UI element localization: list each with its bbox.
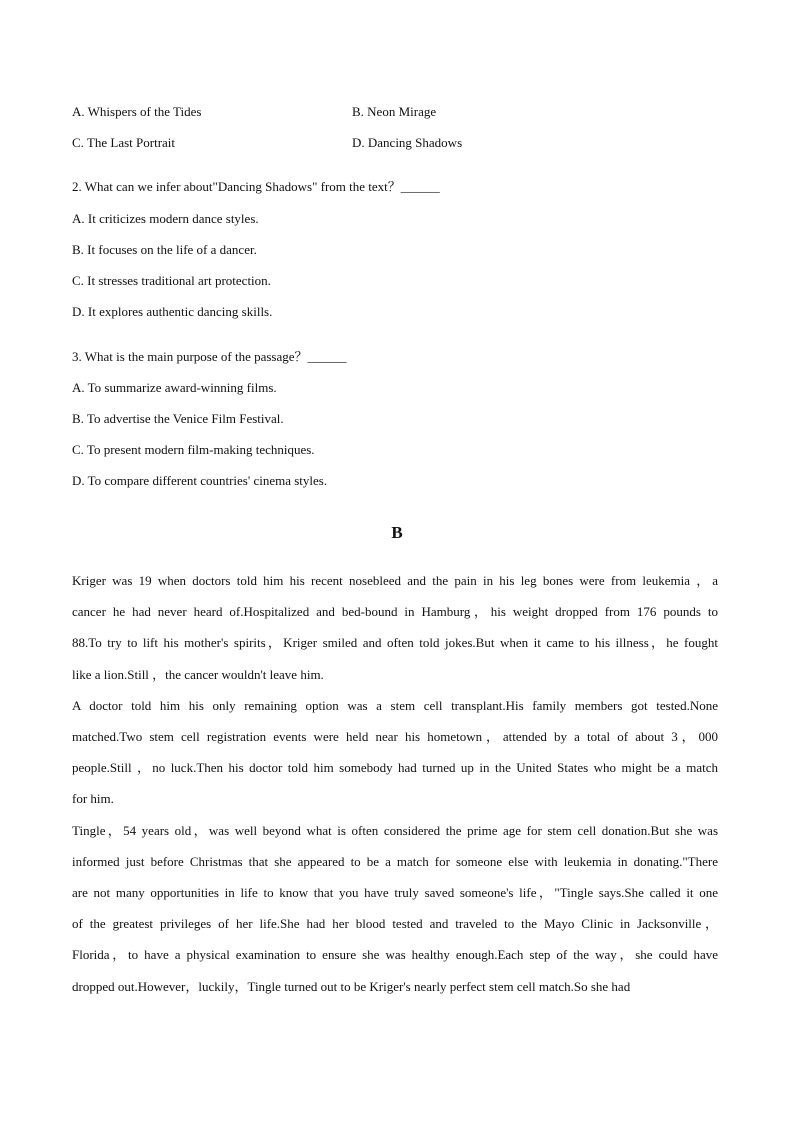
- q2-question: 2. What can we infer about"Dancing Shadows" from the text？______: [72, 179, 440, 194]
- passage-line: A doctor told him his only remaining option was a stem cell transplant.His family members got tested.None: [72, 698, 718, 713]
- passage-line: like a lion.Still ，the cancer wouldn't leave him.: [72, 667, 324, 682]
- q1-options-row-cd: [72, 133, 722, 153]
- q1-option-b: B. Neon Mirage: [352, 104, 437, 119]
- passage-line: matched.Two stem cell registration events were held near his hometown，attended by a total of about 3，000: [72, 729, 718, 744]
- passage-line: 88.To try to lift his mother's spirits，Kriger smiled and often told jokes.But when it came to his illness，he fought: [72, 635, 718, 650]
- q2-option-b: B. It focuses on the life of a dancer.: [72, 242, 257, 257]
- q3-option-b: B. To advertise the Venice Film Festival.: [72, 411, 284, 426]
- passage-line: Kriger was 19 when doctors told him his recent nosebleed and the pain in his leg bones were from leukemia ，a: [72, 573, 718, 588]
- passage-line: for him.: [72, 791, 114, 806]
- passage-line: of the greatest privileges of her life.She had her blood tested and traveled to the Mayo Clinic in Jacksonville，: [72, 916, 718, 931]
- passage-line: people.Still ，no luck.Then his doctor told him somebody had turned up in the United States who might be a match: [72, 760, 718, 775]
- q3-option-c: C. To present modern film-making techniques.: [72, 442, 315, 457]
- passage-line: dropped out.However，luckily，Tingle turned out to be Kriger's nearly perfect stem cell match.So she had: [72, 979, 631, 994]
- passage-line: informed just before Christmas that she appeared to be a match for someone else with leukemia in donating."There: [72, 854, 718, 869]
- q2-option-d: D. It explores authentic dancing skills.: [72, 304, 273, 319]
- passage-line: cancer he had never heard of.Hospitalized and bed-bound in Hamburg，his weight dropped from 176 pounds to: [72, 604, 718, 619]
- passage-line: Tingle，54 years old，was well beyond what is often considered the prime age for stem cell donation.But she was: [72, 823, 718, 838]
- passage-line: are not many opportunities in life to know that you have truly saved someone's life，"Tingle says.She called it one: [72, 885, 718, 900]
- q1-option-c: C. The Last Portrait: [72, 135, 176, 150]
- passage-line: Florida，to have a physical examination to ensure she was healthy enough.Each step of the way，she could have: [72, 947, 718, 962]
- q3-question: 3. What is the main purpose of the passage？______: [72, 349, 347, 364]
- q3-option-d: D. To compare different countries' cinema styles.: [72, 473, 328, 488]
- q3-option-a: A. To summarize award-winning films.: [72, 380, 277, 395]
- q1-option-d: D. Dancing Shadows: [352, 135, 463, 150]
- q1-options-row-ab: [72, 102, 722, 122]
- q1-option-a: A. Whispers of the Tides: [72, 104, 202, 119]
- section-b-title: B: [391, 523, 403, 542]
- q2-option-c: C. It stresses traditional art protection.: [72, 273, 271, 288]
- q2-option-a: A. It criticizes modern dance styles.: [72, 211, 259, 226]
